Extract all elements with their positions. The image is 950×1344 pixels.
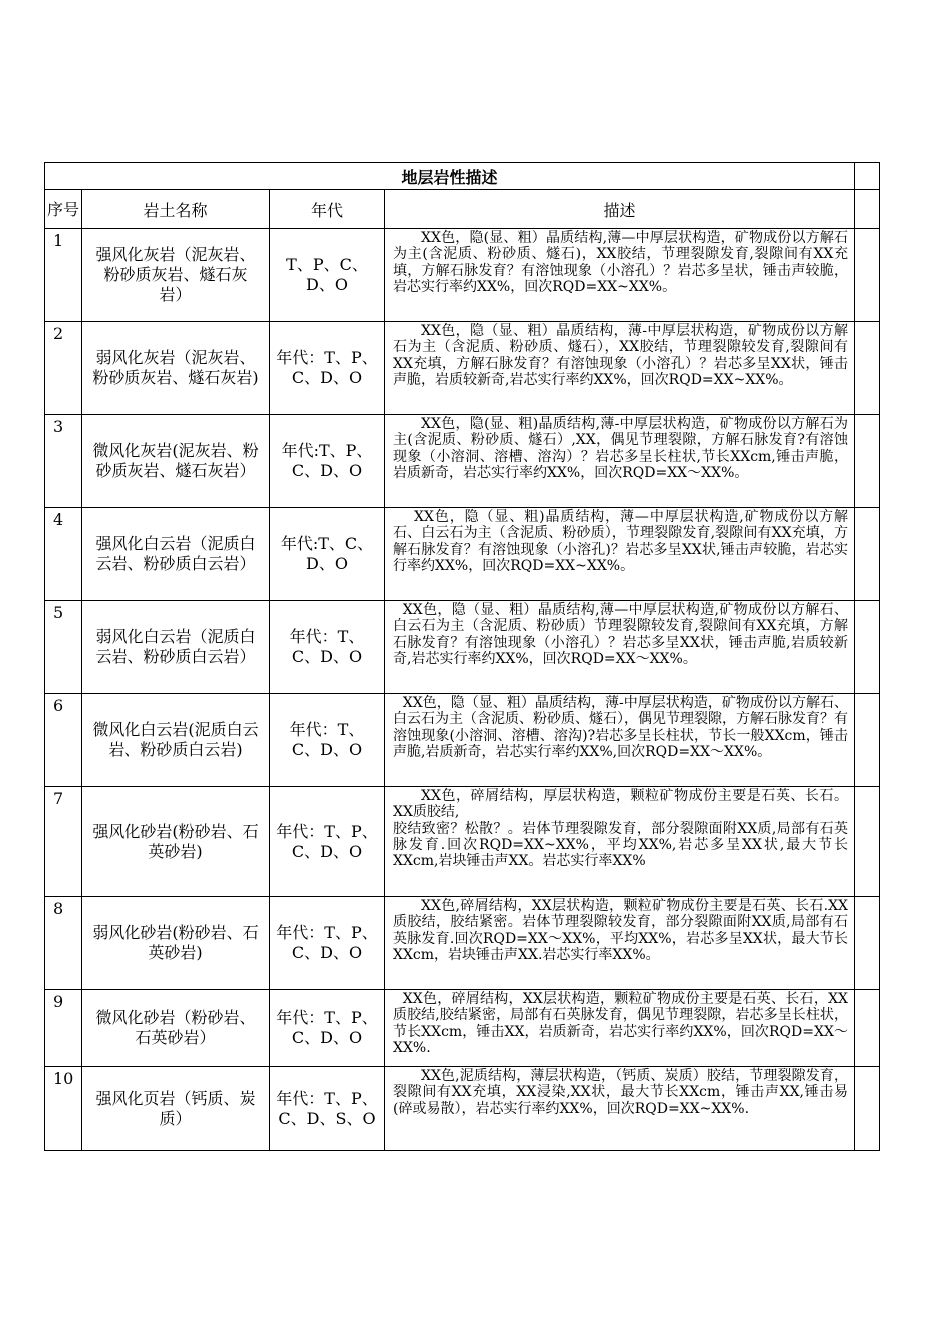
- table-row: [45, 322, 880, 415]
- rock-description: XX色，隐(显、粗)晶质结构,薄-中厚层状构造，矿物成份以方解石为主(含泥质、粉砂质、燧石）,XX，偶见节理裂隙，方解石脉发育?有溶蚀现象（小溶洞、溶槽、溶沟）？岩芯多呈长柱状,节长XXcm,锤击声脆，岩质新奇，岩芯实行率约XX%，回次RQD=XX～XX%。: [393, 416, 849, 481]
- header-row: [45, 190, 880, 229]
- row-num: 2: [45, 322, 82, 415]
- table-row: [45, 990, 880, 1067]
- rock-name: 微风化白云岩(泥质白云岩、粉砂质白云岩): [82, 694, 270, 787]
- rock-era: 年代：T、P、C、D、O: [270, 322, 385, 415]
- extra-cell: [855, 190, 880, 229]
- rock-description: XX色，隐（显、粗)晶质结构，薄—中厚层状构造,矿物成份以方解石、白云石为主（含泥质、粉砂质），节理裂隙发育,裂隙间有XX充填，方解石脉发育？有溶蚀现象（小溶孔)？岩芯多呈XX状,锤击声较脆，岩芯实行率约XX%，回次RQD=XX~XX%。: [393, 509, 849, 574]
- table-row: [45, 1067, 880, 1151]
- table-row: [45, 897, 880, 990]
- row-num: 10: [45, 1067, 82, 1151]
- rock-description: XX色,碎屑结构，XX层状构造，颗粒矿物成份主要是石英、长石.XX质胶结，胶结紧密。岩体节理裂隙较发育，部分裂隙面附XX质,局部有石英脉发育.回次RQD=XX～XX%，平均XX%，岩芯多呈XX状，最大节长XXcm，岩块锤击声XX.岩芯实行率XX%。: [393, 898, 849, 963]
- rock-description: XX色,泥质结构，薄层状构造，（钙质、炭质）胶结，节理裂隙发育，裂隙间有XX充填，XX浸染,XX状，最大节长XXcm，锤击声XX,锤击易(碎或易散），岩芯实行率约XX%，回次RQD=XX~XX%.: [393, 1068, 849, 1117]
- rock-name: 强风化白云岩（泥质白云岩、粉砂质白云岩）: [82, 508, 270, 601]
- rock-name: 强风化灰岩（泥灰岩、粉砂质灰岩、燧石灰岩）: [82, 229, 270, 322]
- table-row: [45, 415, 880, 508]
- row-num: 5: [45, 601, 82, 694]
- row-num: 9: [45, 990, 82, 1067]
- rock-name: 微风化砂岩（粉砂岩、石英砂岩）: [82, 990, 270, 1067]
- rock-era: 年代：T、P、C、D、O: [270, 990, 385, 1067]
- rock-name: 弱风化灰岩（泥灰岩、粉砂质灰岩、燧石灰岩): [82, 322, 270, 415]
- rock-era: 年代：T、C、D、O: [270, 694, 385, 787]
- rock-era: 年代：T、C、D、O: [270, 601, 385, 694]
- extra-cell: [855, 415, 880, 508]
- table-row: [45, 787, 880, 897]
- strata-table: [44, 162, 880, 1151]
- rock-era: 年代:T、P、C、D、O: [270, 415, 385, 508]
- extra-cell: [855, 990, 880, 1067]
- row-num: 1: [45, 229, 82, 322]
- rock-description: XX色，碎屑结构，厚层状构造，颗粒矿物成份主要是石英、长石。XX质胶结, 胶结致密？松散？。岩体节理裂隙发育，部分裂隙面附XX质,局部有石英脉发育.回次RQD=XX~XX%，平均XX%,岩芯多呈XX状,最大节长XXcm,岩块锤击声XX。岩芯实行率XX%: [393, 788, 849, 870]
- header-num: 序号: [45, 190, 82, 229]
- title-row: [45, 163, 880, 190]
- table-row: [45, 229, 880, 322]
- header-name: 岩土名称: [82, 190, 270, 229]
- rock-name: 强风化页岩（钙质、炭质）: [82, 1067, 270, 1151]
- header-desc: 描述: [385, 190, 855, 229]
- extra-cell: [855, 508, 880, 601]
- rock-description: XX色，隐(显、粗）晶质结构,薄—中厚层状构造，矿物成份以方解石为主(含泥质、粉砂质、燧石)，XX胶结，节理裂隙发育,裂隙间有XX充填，方解石脉发育？有溶蚀现象（小溶孔）？岩芯多呈状，锤击声较脆，岩芯实行率约XX%，回次RQD=XX~XX%。: [393, 230, 849, 295]
- rock-name: 弱风化白云岩（泥质白云岩、粉砂质白云岩）: [82, 601, 270, 694]
- extra-cell: [855, 322, 880, 415]
- rock-description: XX色，隐（显、粗）晶质结构，薄-中厚层状构造，矿物成份以方解石、白云石为主（含泥质、粉砂质、燧石），偶见节理裂隙，方解石脉发育？有溶蚀现象(小溶洞、溶槽、溶沟)?岩芯多呈长柱状，节长一般XXcm，锤击声脆,岩质新奇，岩芯实行率约XX%,回次RQD=XX～XX%。: [393, 695, 849, 760]
- rock-description: XX色，隐（显、粗）晶质结构，薄-中厚层状构造，矿物成份以方解石为主（含泥质、粉砂质、燧石），XX胶结，节理裂隙较发育,裂隙间有XX充填，方解石脉发育？有溶蚀现象（小溶孔）？岩芯多呈XX状，锤击声脆，岩质较新奇,岩芯实行率约XX%，回次RQD=XX~XX%。: [393, 323, 849, 388]
- rock-era: 年代：T、P、C、D、S、O: [270, 1067, 385, 1151]
- row-num: 3: [45, 415, 82, 508]
- extra-cell: [855, 601, 880, 694]
- rock-description: XX色，隐（显、粗）晶质结构,薄—中厚层状构造,矿物成份以方解石、白云石为主（含泥质、粉砂质）节理裂隙较发育,裂隙间有XX充填，方解石脉发育？有溶蚀现象（小溶孔）？岩芯多呈XX状，锤击声脆,岩质较新奇,岩芯实行率约XX%，回次RQD=XX～XX%。: [393, 602, 849, 667]
- rock-name: 强风化砂岩(粉砂岩、石英砂岩): [82, 787, 270, 897]
- extra-cell: [855, 1067, 880, 1151]
- extra-cell: [855, 229, 880, 322]
- rock-era: 年代:T、C、D、O: [270, 508, 385, 601]
- extra-cell: [855, 694, 880, 787]
- table-title: 地层岩性描述: [45, 163, 855, 190]
- extra-cell: [855, 897, 880, 990]
- table-row: [45, 601, 880, 694]
- row-num: 7: [45, 787, 82, 897]
- rock-name: 弱风化砂岩(粉砂岩、石英砂岩): [82, 897, 270, 990]
- header-era: 年代: [270, 190, 385, 229]
- rock-description: XX色，碎屑结构，XX层状构造，颗粒矿物成份主要是石英、长石，XX质胶结,胶结紧密，局部有石英脉发育，偶见节理裂隙，岩芯多呈长柱状，节长XXcm，锤击XX，岩质新奇，岩芯实行率约XX%，回次RQD=XX～XX%.: [393, 991, 849, 1056]
- table-row: [45, 508, 880, 601]
- row-num: 4: [45, 508, 82, 601]
- row-num: 8: [45, 897, 82, 990]
- table-row: [45, 694, 880, 787]
- extra-cell: [855, 787, 880, 897]
- rock-era: T、P、C、D、O: [270, 229, 385, 322]
- rock-name: 微风化灰岩(泥灰岩、粉砂质灰岩、燧石灰岩）: [82, 415, 270, 508]
- row-num: 6: [45, 694, 82, 787]
- extra-cell: [855, 163, 880, 190]
- rock-era: 年代：T、P、C、D、O: [270, 897, 385, 990]
- rock-era: 年代：T、P、C、D、O: [270, 787, 385, 897]
